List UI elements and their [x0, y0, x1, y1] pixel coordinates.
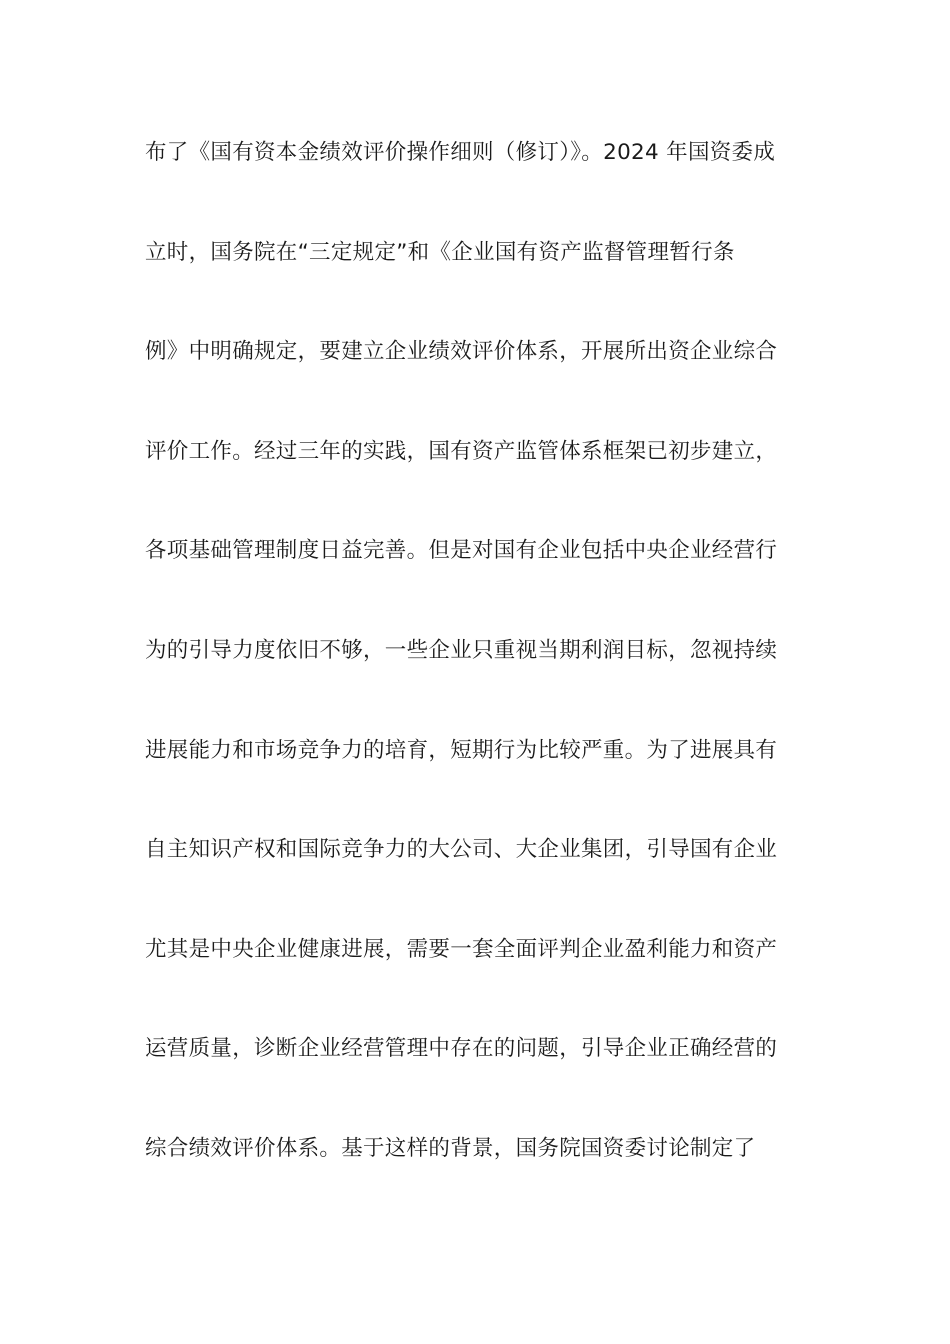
text-line: 例》中明确规定，要建立企业绩效评价体系，开展所出资企业综合	[145, 339, 778, 365]
text-line: 布了《国有资本金绩效评价操作细则（修订）》。2024 年国资委成	[145, 140, 776, 165]
text-line: 各项基础管理制度日益完善。但是对国有企业包括中央企业经营行	[145, 538, 778, 564]
text-line: 运营质量，诊断企业经营管理中存在的问题，引导企业正确经营的	[145, 1036, 778, 1062]
text-line: 自主知识产权和国际竞争力的大公司、大企业集团，引导国有企业	[145, 837, 778, 863]
text-line: 立时，国务院在“三定规定”和《企业国有资产监督管理暂行条	[145, 239, 735, 265]
text-line: 尤其是中央企业健康进展，需要一套全面评判企业盈利能力和资产	[145, 936, 778, 962]
text-line: 为的引导力度依旧不够，一些企业只重视当期利润目标，忽视持续	[145, 637, 778, 663]
body-paragraph	[145, 131, 810, 1227]
text-line: 综合绩效评价体系。基于这样的背景，国务院国资委讨论制定了	[145, 1135, 756, 1161]
text-line: 进展能力和市场竞争力的培育，短期行为比较严重。为了进展具有	[145, 737, 778, 763]
text-line: 评价工作。经过三年的实践，国有资产监管体系框架已初步建立，	[145, 438, 778, 464]
